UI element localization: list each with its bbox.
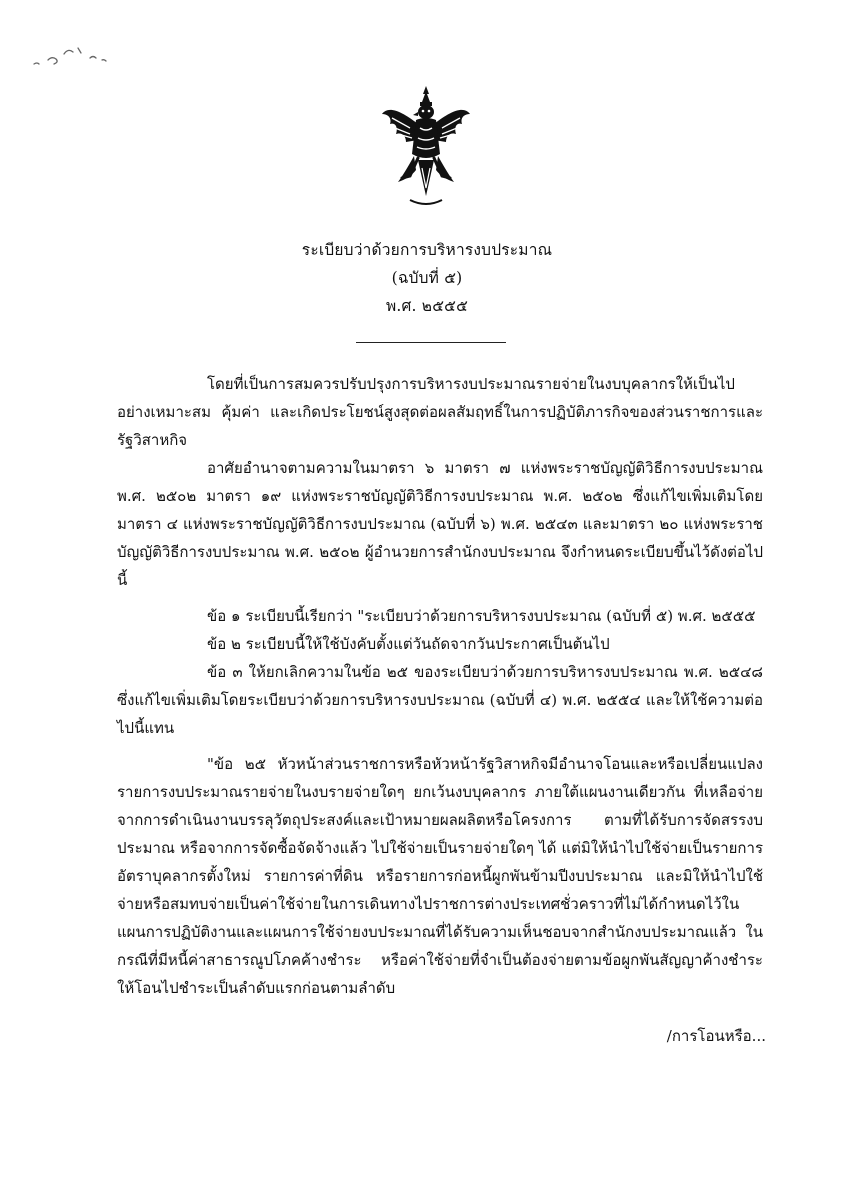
document-year: พ.ศ. ๒๕๕๕ — [385, 297, 469, 315]
clause-3: ข้อ ๓ ให้ยกเลิกความในข้อ ๒๕ ของระเบียบว่าด้วยการบริหารงบประมาณ พ.ศ. ๒๕๔๘ ซึ่งแก้ไขเพิ่มเติมโดยระเบียบว่าด้วยการบริหารงบประมาณ (ฉบับที่ ๔) พ.ศ. ๒๕๕๔ และให้ใช้ความต่อไปนี้แทน — [117, 663, 763, 737]
title-block — [0, 236, 854, 320]
handwritten-mark — [30, 40, 120, 70]
continuation-note: /การโอนหรือ... — [666, 1027, 766, 1045]
clause-25-text: "ข้อ ๒๕ หัวหน้าส่วนราชการหรือหัวหน้ารัฐวิสาหกิจมีอำนาจโอนและหรือเปลี่ยนแปลงรายการงบประมาณรายจ่ายในงบรายจ่ายใดๆ ยกเว้นงบบุคลากร ภายใต้แผนงานเดียวกัน ที่เหลือจ่ายจากการดำเนินงานบรรลุวัตถุประสงค์และเป้าหมายผลผลิตหรือโครงการ ตามที่ได้รับการจัดสรรงบประมาณ หรือจากการจัดซื้อจัดจ้างแล้ว ไปใช้จ่ายเป็นรายจ่ายใดๆ ได้ แต่มิให้นำไปใช้จ่ายเป็นรายการอัตราบุคลากรตั้งใหม่ รายการค่าที่ดิน หรือรายการก่อหนี้ผูกพันข้ามปีงบประมาณ และมิให้นำไปใช้จ่ายหรือสมทบจ่ายเป็นค่าใช้จ่ายในการเดินทางไปราชการต่างประเทศชั่วคราวที่ไม่ได้กำหนดไว้ในแผนการปฏิบัติงานและแผนการใช้จ่ายงบประมาณที่ได้รับความเห็นชอบจากสำนักงบประมาณแล้ว ในกรณีที่มีหนี้ค่าสาธารณูปโภคค้างชำระ หรือค่าใช้จ่ายที่จำเป็นต้องจ่ายตามข้อผูกพันสัญญาค้างชำระ ให้โอนไปชำระเป็นลำดับแรกก่อนตามลำดับ — [117, 755, 763, 997]
clause-1: ข้อ ๑ ระเบียบนี้เรียกว่า "ระเบียบว่าด้วยการบริหารงบประมาณ (ฉบับที่ ๕) พ.ศ. ๒๕๕๕ — [207, 607, 756, 625]
authority-paragraph: อาศัยอำนาจตามความในมาตรา ๖ มาตรา ๗ แห่งพระราชบัญญัติวิธีการงบประมาณ พ.ศ. ๒๕๐๒ มาตรา ๑๙ แห่งพระราชบัญญัติวิธีการงบประมาณ พ.ศ. ๒๕๐๒ ซึ่งแก้ไขเพิ่มเติมโดยมาตรา ๔ แห่งพระราชบัญญัติวิธีการงบประมาณ (ฉบับที่ ๖) พ.ศ. ๒๕๔๓ และมาตรา ๒๐ แห่งพระราชบัญญัติวิธีการงบประมาณ พ.ศ. ๒๕๐๒ ผู้อำนวยการสำนักงบประมาณ จึงกำหนดระเบียบขึ้นไว้ดังต่อไปนี้ — [117, 459, 763, 589]
document-edition: (ฉบับที่ ๕) — [391, 269, 463, 287]
document-body — [117, 370, 763, 1002]
title-divider — [356, 342, 506, 343]
garuda-emblem-icon — [380, 84, 472, 208]
document-title: ระเบียบว่าด้วยการบริหารงบประมาณ — [301, 241, 553, 259]
preamble-paragraph: โดยที่เป็นการสมควรปรับปรุงการบริหารงบประมาณรายจ่ายในงบบุคลากรให้เป็นไปอย่างเหมาะสม คุ้มค่า และเกิดประโยชน์สูงสุดต่อผลสัมฤทธิ์ในการปฏิบัติภารกิจของส่วนราชการและรัฐวิสาหกิจ — [117, 375, 763, 449]
clause-2: ข้อ ๒ ระเบียบนี้ให้ใช้บังคับตั้งแต่วันถัดจากวันประกาศเป็นต้นไป — [207, 635, 610, 653]
